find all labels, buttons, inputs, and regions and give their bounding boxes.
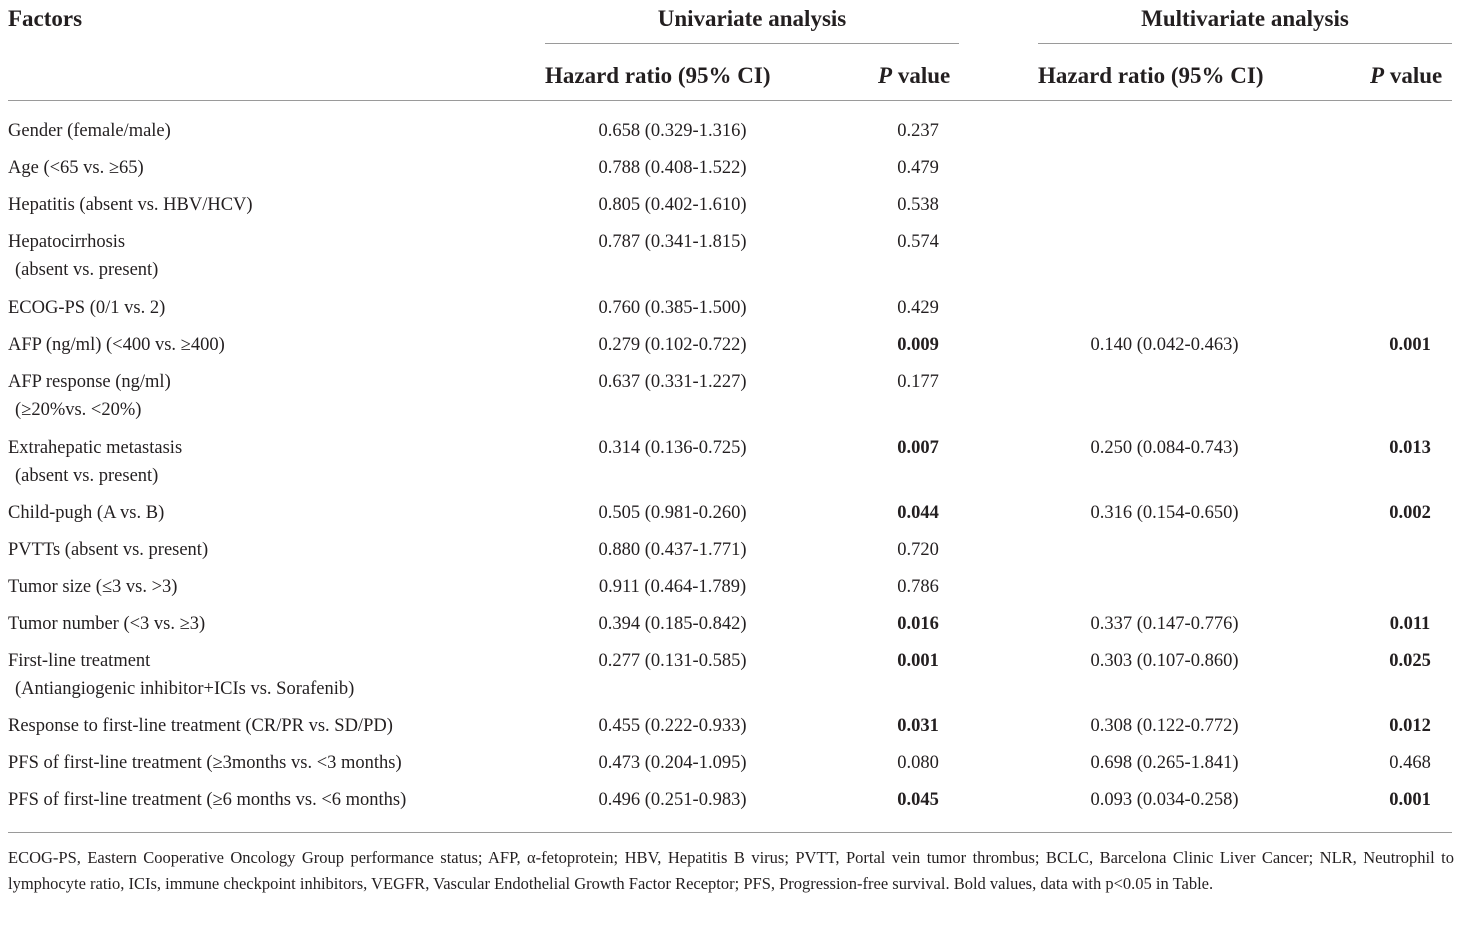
uni-hazard-ratio-cell: 0.496 (0.251-0.983)	[598, 790, 747, 810]
uni-hazard-ratio-cell: 0.637 (0.331-1.227)	[598, 372, 747, 392]
header-rule	[8, 100, 1452, 101]
multi-p-value-cell: 0.011	[1389, 614, 1431, 634]
uni-hazard-ratio-cell: 0.788 (0.408-1.522)	[598, 158, 747, 178]
factor-label: Gender (female/male)	[8, 121, 171, 141]
factor-cell	[8, 647, 354, 703]
uni-hazard-ratio-cell: 0.455 (0.222-0.933)	[598, 716, 747, 736]
multi-p-value-cell: 0.025	[1389, 651, 1431, 671]
uni-p-value-cell: 0.044	[897, 503, 939, 523]
factor-cell	[8, 294, 165, 322]
factor-cell	[8, 786, 406, 814]
uni-hazard-ratio-cell: 0.880 (0.437-1.771)	[598, 540, 747, 560]
uni-hazard-ratio-header: Hazard ratio (95% CI)	[545, 63, 771, 88]
factor-sublabel: (Antiangiogenic inhibitor+ICIs vs. Sorafenib)	[15, 679, 355, 699]
multi-hazard-ratio-cell: 0.093 (0.034-0.258)	[1090, 790, 1239, 810]
factor-cell	[8, 712, 393, 740]
factor-cell	[8, 610, 205, 638]
multivariate-header: Multivariate analysis	[1141, 6, 1349, 31]
uni-p-value-cell: 0.009	[897, 335, 939, 355]
factor-cell	[8, 228, 158, 284]
uni-p-value-cell: 0.016	[897, 614, 939, 634]
factor-cell	[8, 368, 171, 424]
factor-cell	[8, 536, 208, 564]
factor-label: PFS of first-line treatment (≥3months vs. <3 months)	[8, 753, 402, 773]
uni-p-value-cell: 0.479	[897, 158, 939, 178]
p-italic: P	[1370, 63, 1385, 88]
factor-label: Tumor size (≤3 vs. >3)	[8, 577, 178, 597]
multi-p-value-cell: 0.001	[1389, 790, 1431, 810]
factor-cell	[8, 434, 182, 490]
factor-label: First-line treatment	[8, 651, 151, 671]
univariate-divider	[545, 43, 959, 44]
uni-hazard-ratio-cell: 0.279 (0.102-0.722)	[598, 335, 747, 355]
footer-rule	[8, 832, 1452, 833]
factor-cell	[8, 331, 225, 359]
uni-hazard-ratio-cell: 0.760 (0.385-1.500)	[598, 298, 747, 318]
uni-p-value-cell: 0.538	[897, 195, 939, 215]
multi-p-value-header	[1370, 62, 1442, 90]
uni-p-value-header	[878, 62, 950, 90]
factor-sublabel: (≥20%vs. <20%)	[15, 400, 142, 420]
multi-hazard-ratio-cell: 0.140 (0.042-0.463)	[1090, 335, 1239, 355]
uni-p-value-cell: 0.177	[897, 372, 939, 392]
factor-label: PVTTs (absent vs. present)	[8, 540, 209, 560]
multi-p-value-cell: 0.012	[1389, 716, 1431, 736]
factor-label: Age (<65 vs. ≥65)	[8, 158, 144, 178]
uni-hazard-ratio-cell: 0.314 (0.136-0.725)	[598, 438, 747, 458]
multi-hazard-ratio-cell: 0.316 (0.154-0.650)	[1090, 503, 1239, 523]
factor-label: AFP (ng/ml) (<400 vs. ≥400)	[8, 335, 225, 355]
factor-label: Tumor number (<3 vs. ≥3)	[8, 614, 206, 634]
multi-hazard-ratio-cell: 0.308 (0.122-0.772)	[1090, 716, 1239, 736]
uni-p-value-cell: 0.080	[897, 753, 939, 773]
factor-cell	[8, 191, 253, 219]
factor-cell	[8, 749, 402, 777]
factor-label: Response to first-line treatment (CR/PR vs. SD/PD)	[8, 716, 393, 736]
uni-p-value-cell: 0.007	[897, 438, 939, 458]
uni-hazard-ratio-cell: 0.277 (0.131-0.585)	[598, 651, 747, 671]
factor-sublabel: (absent vs. present)	[15, 466, 159, 486]
uni-p-value-cell: 0.031	[897, 716, 939, 736]
factor-label: Hepatocirrhosis	[8, 232, 126, 252]
multi-hazard-ratio-cell: 0.250 (0.084-0.743)	[1090, 438, 1239, 458]
factor-sublabel: (absent vs. present)	[15, 260, 159, 280]
multi-p-value-cell: 0.468	[1389, 753, 1431, 773]
factor-cell	[8, 499, 164, 527]
uni-hazard-ratio-cell: 0.805 (0.402-1.610)	[598, 195, 747, 215]
multi-hazard-ratio-cell: 0.303 (0.107-0.860)	[1090, 651, 1239, 671]
factor-label: ECOG-PS (0/1 vs. 2)	[8, 298, 166, 318]
multi-p-value-cell: 0.001	[1389, 335, 1431, 355]
multi-p-value-cell: 0.013	[1389, 438, 1431, 458]
multi-hazard-ratio-header: Hazard ratio (95% CI)	[1038, 63, 1264, 88]
factor-cell	[8, 117, 171, 145]
uni-p-value-cell: 0.720	[897, 540, 939, 560]
uni-p-value-cell: 0.574	[897, 232, 939, 252]
p-italic: P	[878, 63, 893, 88]
multivariate-divider	[1038, 43, 1452, 44]
table-footnote: ECOG-PS, Eastern Cooperative Oncology Group performance status; AFP, α-fetoprotein; HBV, Hepatitis B virus; PVTT, Portal vein tumor thrombus; BCLC, Barcelona Clinic Liver Cancer; NLR, Neutrophil to lymphocyte ratio, ICIs, immune checkpoint inhibitors, VEGFR, Vascular Endothelial Growth Factor Receptor; PFS, Progression-free survival. Bold values, data with p<0.05 in Table.	[8, 848, 1454, 893]
multi-hazard-ratio-cell: 0.698 (0.265-1.841)	[1090, 753, 1239, 773]
uni-p-value-cell: 0.001	[897, 651, 939, 671]
univariate-header: Univariate analysis	[657, 6, 847, 31]
uni-hazard-ratio-cell: 0.394 (0.185-0.842)	[598, 614, 747, 634]
uni-hazard-ratio-cell: 0.911 (0.464-1.789)	[598, 577, 747, 597]
factors-header: Factors	[8, 6, 83, 31]
factor-label: AFP response (ng/ml)	[8, 372, 171, 392]
factor-label: PFS of first-line treatment (≥6 months vs. <6 months)	[8, 790, 407, 810]
factor-label: Child-pugh (A vs. B)	[8, 503, 165, 523]
uni-p-value-cell: 0.237	[897, 121, 939, 141]
uni-hazard-ratio-cell: 0.787 (0.341-1.815)	[598, 232, 747, 252]
uni-hazard-ratio-cell: 0.505 (0.981-0.260)	[598, 503, 747, 523]
factor-label: Hepatitis (absent vs. HBV/HCV)	[8, 195, 253, 215]
uni-p-value-cell: 0.429	[897, 298, 939, 318]
uni-p-value-cell: 0.045	[897, 790, 939, 810]
factor-cell	[8, 154, 144, 182]
multi-hazard-ratio-cell: 0.337 (0.147-0.776)	[1090, 614, 1239, 634]
p-value-label: value	[892, 63, 951, 88]
uni-hazard-ratio-cell: 0.658 (0.329-1.316)	[598, 121, 747, 141]
uni-p-value-cell: 0.786	[897, 577, 939, 597]
factor-cell	[8, 573, 177, 601]
factor-label: Extrahepatic metastasis	[8, 438, 183, 458]
uni-hazard-ratio-cell: 0.473 (0.204-1.095)	[598, 753, 747, 773]
p-value-label: value	[1384, 63, 1443, 88]
multi-p-value-cell: 0.002	[1389, 503, 1431, 523]
